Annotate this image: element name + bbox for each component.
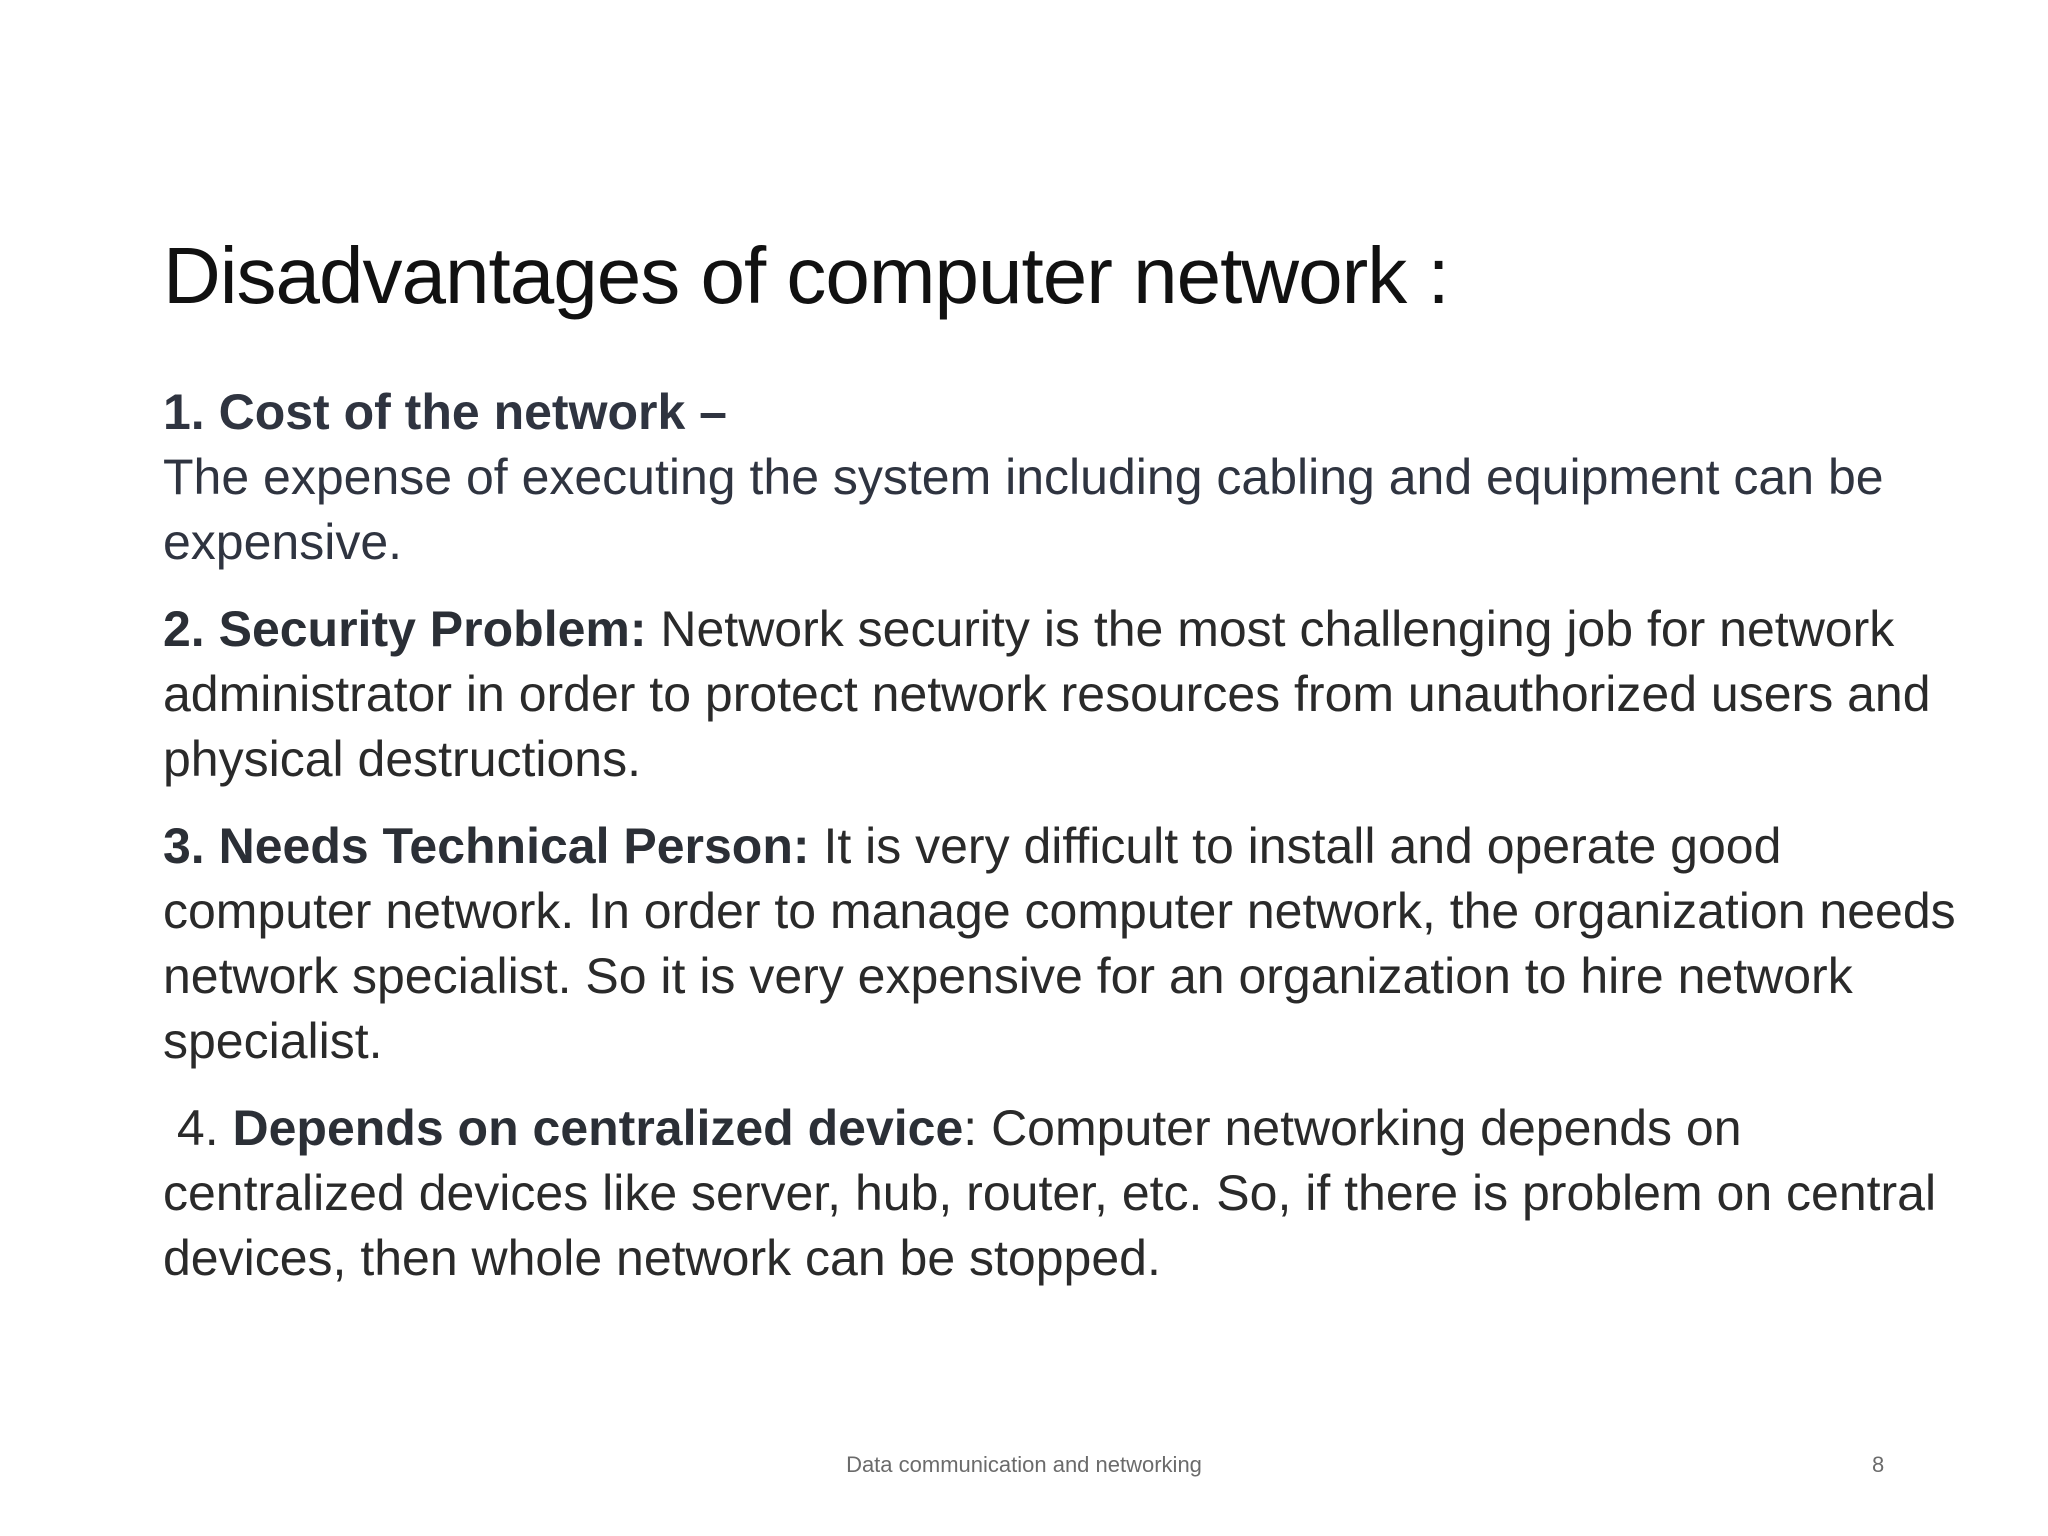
- list-item-cost: [163, 380, 1963, 575]
- page-number: 8: [1872, 1452, 1885, 1477]
- item-text-cost: The expense of executing the system including cabling and equipment can be expensive.: [163, 449, 1884, 570]
- list-item-centralized-device: [163, 1096, 1963, 1291]
- list-item-security: [163, 597, 1963, 792]
- slide-title: Disadvantages of computer network :: [163, 231, 1449, 320]
- item-heading-technical-person: 3. Needs Technical Person:: [163, 818, 810, 874]
- item-prefix-centralized-device: 4.: [163, 1100, 233, 1156]
- list-item-technical-person: [163, 814, 1963, 1074]
- item-heading-centralized-device: Depends on centralized device: [232, 1100, 964, 1156]
- slide-footer: Data communication and networking: [846, 1452, 1202, 1477]
- item-heading-cost: 1. Cost of the network –: [163, 384, 727, 440]
- item-heading-security: 2. Security Problem:: [163, 601, 647, 657]
- slide-content: [163, 380, 1963, 1313]
- item-text-security: Network security is the most challenging job for network administrator in order to protect network resources from unauthorized users and physical destructions.: [163, 601, 1931, 787]
- item-text-technical-person: It is very difficult to install and operate good computer network. In order to manage computer network, the organization needs network specialist. So it is very expensive for an organization to hire network specialist.: [163, 818, 1956, 1069]
- item-text-centralized-device: : Computer networking depends on centralized devices like server, hub, router, etc. So, if there is problem on central devices, then whole network can be stopped.: [163, 1100, 1937, 1286]
